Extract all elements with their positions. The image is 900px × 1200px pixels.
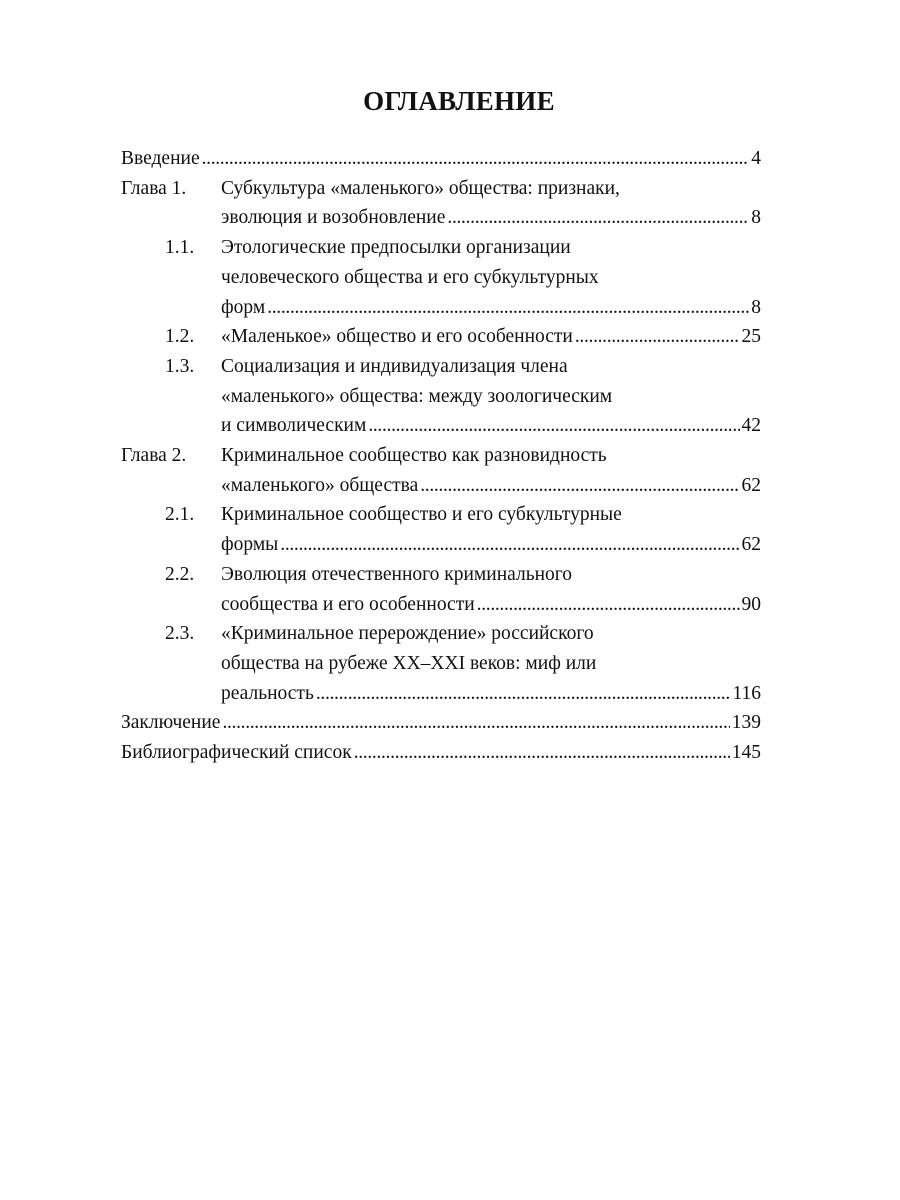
toc-line	[221, 322, 761, 352]
section-number: 2.3.	[165, 623, 195, 645]
toc-line-text: и символическим	[221, 415, 367, 437]
toc-entry-title	[121, 738, 761, 768]
toc-entry	[121, 352, 761, 441]
toc-line: Криминальное сообщество как разновидность	[221, 445, 607, 467]
section-number: 1.1.	[165, 237, 195, 259]
toc-line-text: реальность	[221, 682, 314, 704]
toc-entry	[121, 619, 761, 708]
page-number: 62	[741, 534, 761, 556]
chapter-number: Глава 1.	[121, 177, 187, 199]
page-number: 90	[741, 593, 761, 615]
toc-entry	[121, 144, 761, 174]
toc-entry	[121, 560, 761, 619]
toc-entry	[121, 738, 761, 768]
toc-line	[121, 738, 761, 768]
dot-leader	[222, 708, 729, 738]
toc-line: Криминальное сообщество и его субкультурные	[221, 504, 622, 526]
toc-line-text: Введение	[121, 148, 200, 169]
toc-line: человеческого общества и его субкультурных	[221, 266, 599, 288]
toc-entry-title	[221, 441, 761, 500]
dot-leader	[477, 590, 740, 620]
page-number: 62	[741, 474, 761, 496]
page-title: ОГЛАВЛЕНИЕ	[363, 86, 555, 116]
page-number: 116	[732, 682, 761, 704]
toc-entry-title	[221, 322, 761, 352]
dot-leader	[354, 738, 730, 768]
toc-line: общества на рубеже XX–XXI веков: миф или	[221, 652, 597, 674]
toc-line	[121, 708, 761, 738]
toc-line-text: сообщества и его особенности	[221, 593, 475, 615]
toc-entry-title	[221, 233, 761, 322]
toc-line	[221, 411, 761, 441]
toc-entry-title	[121, 144, 761, 174]
toc-line	[221, 471, 761, 501]
toc-entry	[121, 441, 761, 500]
page-number: 42	[741, 415, 761, 437]
toc-line: Эволюция отечественного криминального	[221, 563, 573, 585]
dot-leader	[575, 322, 740, 352]
toc-line	[221, 293, 761, 323]
dot-leader	[368, 411, 739, 441]
toc-line-text: формы	[221, 534, 279, 556]
toc-line	[221, 679, 761, 709]
table-of-contents	[121, 144, 761, 768]
page-number: 8	[751, 207, 761, 229]
toc-line	[221, 203, 761, 233]
toc-entry	[121, 174, 761, 233]
page-number: 4	[751, 148, 761, 169]
toc-line	[221, 590, 761, 620]
toc-line-text: Заключение	[121, 712, 221, 734]
toc-line-text: эволюция и возобновление	[221, 207, 446, 229]
toc-line-text: «Маленькое» общество и его особенности	[221, 326, 573, 348]
toc-entry	[121, 233, 761, 322]
toc-line: Субкультура «маленького» общества: признаки,	[221, 177, 620, 199]
toc-entry	[121, 322, 761, 352]
toc-line-text: Библиографический список	[121, 742, 352, 764]
dot-leader	[447, 203, 749, 233]
toc-line: «Криминальное перерождение» российского	[221, 623, 594, 645]
section-number: 2.2.	[165, 563, 195, 585]
toc-line: Социализация и индивидуализация члена	[221, 355, 568, 377]
page-number: 145	[731, 742, 761, 764]
toc-line-text: «маленького» общества	[221, 474, 419, 496]
section-number: 2.1.	[165, 504, 195, 526]
page-number: 25	[741, 326, 761, 348]
toc-entry	[121, 708, 761, 738]
toc-line-text: форм	[221, 296, 266, 318]
toc-entry	[121, 500, 761, 559]
toc-entry-title	[221, 560, 761, 619]
dot-leader	[202, 144, 750, 174]
toc-line	[221, 530, 761, 560]
dot-leader	[267, 293, 749, 323]
page-number: 8	[751, 296, 761, 318]
toc-line	[121, 144, 761, 174]
toc-line: «маленького» общества: между зоологическим	[221, 385, 613, 407]
toc-entry-title	[221, 619, 761, 708]
page-number: 139	[731, 712, 761, 734]
chapter-number: Глава 2.	[121, 445, 187, 467]
dot-leader	[316, 679, 731, 709]
dot-leader	[420, 471, 739, 501]
toc-entry-title	[221, 352, 761, 441]
toc-entry-title	[221, 174, 761, 233]
dot-leader	[280, 530, 739, 560]
toc-entry-title	[221, 500, 761, 559]
section-number: 1.2.	[165, 326, 195, 348]
toc-entry-title	[121, 708, 761, 738]
toc-line: Этологические предпосылки организации	[221, 237, 571, 259]
section-number: 1.3.	[165, 355, 195, 377]
